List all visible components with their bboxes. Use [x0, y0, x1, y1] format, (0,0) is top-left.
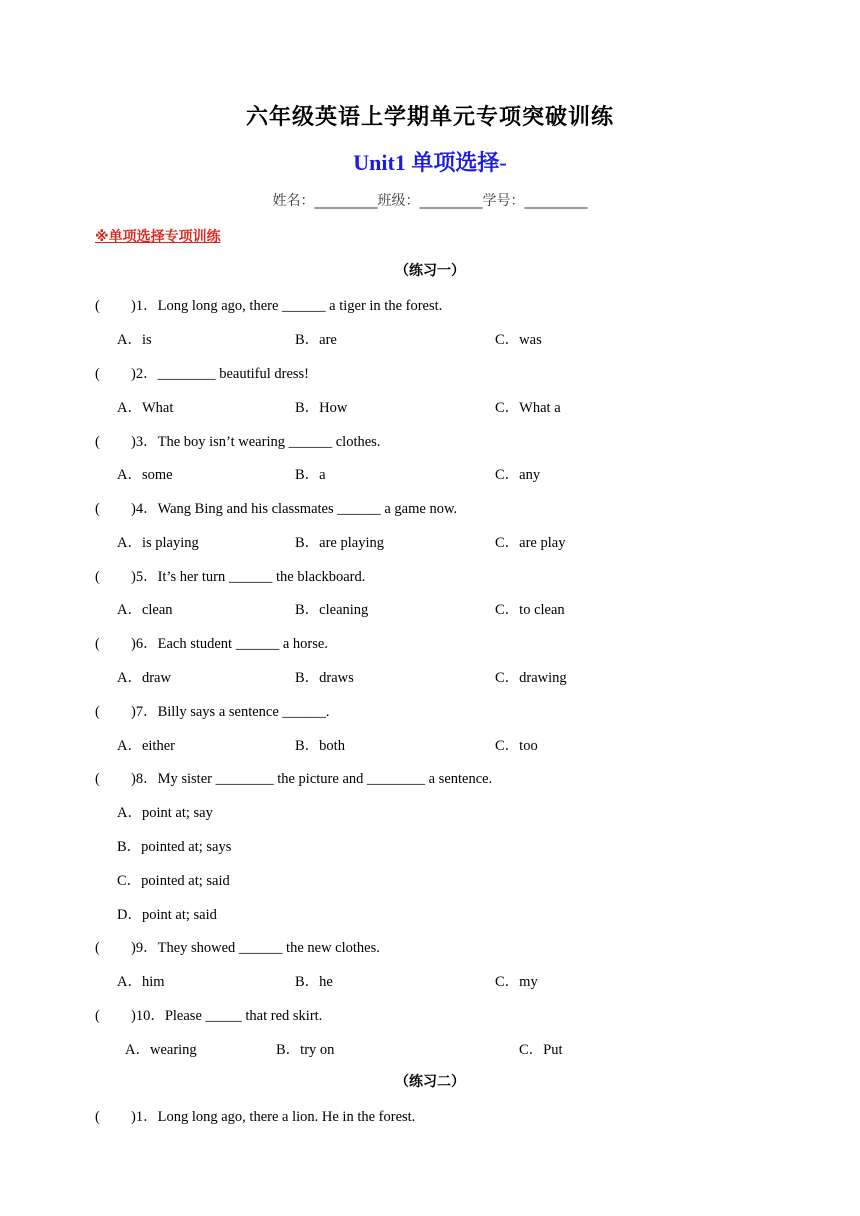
exercise-1-heading: （练习一）: [395, 263, 465, 279]
answer-blank-close: ): [131, 1109, 136, 1125]
answer-blank-close: ): [131, 704, 136, 720]
question-3: [95, 430, 380, 451]
q8-option-d: D．point at; said: [117, 907, 217, 923]
exercise-2-heading: （练习二）: [395, 1074, 465, 1090]
answer-blank-open: (: [95, 366, 100, 382]
answer-blank-open: (: [95, 298, 100, 314]
q9-option-c: C．my: [495, 974, 538, 990]
answer-blank-open: (: [95, 771, 100, 787]
ex2-question-1: [95, 1105, 415, 1126]
q8-option-a: A．point at; say: [117, 805, 213, 821]
q4-option-a: A．is playing: [117, 535, 199, 551]
answer-blank-close: ): [131, 940, 136, 956]
q4-option-c: C．are play: [495, 535, 566, 551]
answer-blank-close: ): [131, 636, 136, 652]
q3-option-b: B．a: [295, 467, 326, 483]
question-stem: 8．My sister ________ the picture and ________ a sentence.: [135, 771, 493, 787]
question-2: [95, 362, 309, 383]
answer-blank-close: ): [131, 434, 136, 450]
section-heading: ※单项选择专项训练: [95, 229, 221, 245]
q3-option-a: A．some: [117, 467, 173, 483]
question-stem: 5．It’s her turn ______ the blackboard.: [135, 569, 366, 585]
answer-blank-close: ): [131, 298, 136, 314]
q1-option-a: A．is: [117, 332, 152, 348]
question-5: [95, 565, 365, 586]
question-stem: 1．Long long ago, there ______ a tiger in the forest.: [135, 298, 443, 314]
question-stem: 3．The boy isn’t wearing ______ clothes.: [135, 434, 381, 450]
q2-option-c: C．What a: [495, 400, 561, 416]
answer-blank-close: ): [131, 569, 136, 585]
answer-blank-close: ): [131, 501, 136, 517]
q5-option-c: C．to clean: [495, 602, 565, 618]
question-10: [95, 1004, 322, 1025]
q9-option-a: A．him: [117, 974, 165, 990]
student-info-line: 姓名：_________班级：_________学号：_________: [272, 193, 588, 209]
q10-option-b: B．try on: [276, 1042, 335, 1058]
q1-option-c: C．was: [495, 332, 542, 348]
q5-option-b: B．cleaning: [295, 602, 369, 618]
q6-option-b: B．draws: [295, 670, 354, 686]
question-1: [95, 294, 442, 315]
question-stem: 4．Wang Bing and his classmates ______ a game now.: [135, 501, 458, 517]
question-4: [95, 497, 457, 518]
answer-blank-close: ): [131, 1008, 136, 1024]
answer-blank-open: (: [95, 636, 100, 652]
question-stem: 6．Each student ______ a horse.: [135, 636, 328, 652]
answer-blank-open: (: [95, 704, 100, 720]
q7-option-c: C．too: [495, 738, 538, 754]
question-8: [95, 767, 492, 788]
q8-option-b: B．pointed at; says: [117, 839, 232, 855]
question-stem: 2．________ beautiful dress!: [135, 366, 310, 382]
question-stem: 7．Billy says a sentence ______.: [135, 704, 330, 720]
question-stem: 1．Long long ago, there a lion. He in the forest.: [135, 1109, 416, 1125]
q8-option-c: C．pointed at; said: [117, 873, 230, 889]
q6-option-c: C．drawing: [495, 670, 567, 686]
q5-option-a: A．clean: [117, 602, 173, 618]
question-9: [95, 936, 380, 957]
q3-option-c: C．any: [495, 467, 541, 483]
question-6: [95, 632, 328, 653]
answer-blank-open: (: [95, 1109, 100, 1125]
q10-option-a: A．wearing: [125, 1042, 197, 1058]
answer-blank-open: (: [95, 940, 100, 956]
answer-blank-close: ): [131, 366, 136, 382]
q7-option-b: B．both: [295, 738, 345, 754]
page-title: 六年级英语上学期单元专项突破训练: [245, 104, 614, 130]
q7-option-a: A．either: [117, 738, 175, 754]
q1-option-b: B．are: [295, 332, 337, 348]
question-stem: 9．They showed ______ the new clothes.: [135, 940, 380, 956]
q2-option-a: A．What: [117, 400, 174, 416]
q9-option-b: B．he: [295, 974, 333, 990]
question-7: [95, 700, 330, 721]
unit-subtitle: Unit1 单项选择-: [353, 150, 507, 175]
answer-blank-close: ): [131, 771, 136, 787]
answer-blank-open: (: [95, 569, 100, 585]
question-stem: 10．Please _____ that red skirt.: [135, 1008, 323, 1024]
answer-blank-open: (: [95, 501, 100, 517]
q6-option-a: A．draw: [117, 670, 171, 686]
answer-blank-open: (: [95, 434, 100, 450]
q2-option-b: B．How: [295, 400, 348, 416]
q4-option-b: B．are playing: [295, 535, 384, 551]
q10-option-c: C．Put: [519, 1042, 563, 1058]
answer-blank-open: (: [95, 1008, 100, 1024]
